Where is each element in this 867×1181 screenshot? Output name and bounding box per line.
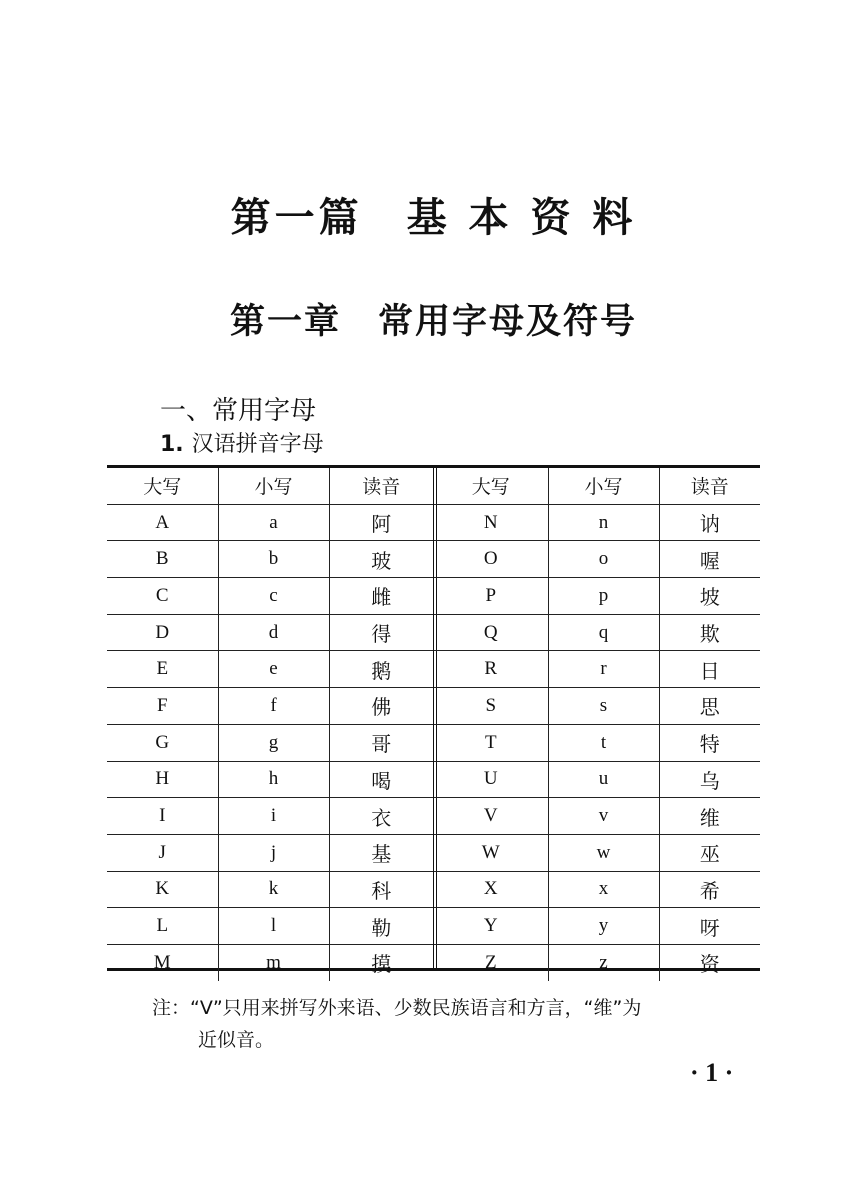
lowercase-letter: l [218, 908, 329, 945]
lowercase-letter: y [548, 908, 659, 945]
lowercase-letter: e [218, 651, 329, 688]
uppercase-letter: T [434, 724, 548, 761]
table-row [434, 724, 760, 761]
uppercase-letter: I [107, 798, 218, 835]
table-row [107, 724, 433, 761]
table-row [107, 761, 433, 798]
lowercase-letter: i [218, 798, 329, 835]
table-note [152, 992, 762, 1056]
lowercase-letter: h [218, 761, 329, 798]
header-lowercase: 小写 [548, 468, 659, 504]
table-right-half [434, 468, 760, 981]
uppercase-letter: L [107, 908, 218, 945]
reading-character: 资 [659, 944, 760, 980]
table-row [434, 614, 760, 651]
table-row [434, 944, 760, 980]
table-header-row [434, 468, 760, 504]
lowercase-letter: z [548, 944, 659, 980]
lowercase-letter: o [548, 541, 659, 578]
reading-character: 得 [329, 614, 433, 651]
uppercase-letter: V [434, 798, 548, 835]
lowercase-letter: w [548, 834, 659, 871]
table-row [107, 614, 433, 651]
reading-character: 玻 [329, 541, 433, 578]
reading-character: 喔 [659, 541, 760, 578]
table-row [434, 798, 760, 835]
uppercase-letter: Q [434, 614, 548, 651]
table-row [107, 944, 433, 980]
part-title: 第一篇 基 本 资 料 [230, 195, 637, 241]
header-uppercase: 大写 [434, 468, 548, 504]
table-row [434, 834, 760, 871]
table-row [434, 504, 760, 541]
pinyin-alphabet-table [107, 465, 760, 977]
lowercase-letter: f [218, 688, 329, 725]
section-title: 一、常用字母 [160, 396, 317, 426]
reading-character: 希 [659, 871, 760, 908]
uppercase-letter: P [434, 578, 548, 615]
table-row [107, 798, 433, 835]
lowercase-letter: k [218, 871, 329, 908]
table-row [434, 651, 760, 688]
reading-character: 日 [659, 651, 760, 688]
uppercase-letter: X [434, 871, 548, 908]
chapter-title: 第一章 常用字母及符号 [229, 301, 637, 342]
uppercase-letter: U [434, 761, 548, 798]
reading-character: 鹅 [329, 651, 433, 688]
lowercase-letter: q [548, 614, 659, 651]
reading-character: 衣 [329, 798, 433, 835]
table-row [107, 688, 433, 725]
reading-character: 欺 [659, 614, 760, 651]
table-header-row [107, 468, 433, 504]
uppercase-letter: K [107, 871, 218, 908]
lowercase-letter: b [218, 541, 329, 578]
table-row [107, 908, 433, 945]
lowercase-letter: t [548, 724, 659, 761]
uppercase-letter: Z [484, 951, 497, 973]
lowercase-letter: x [548, 871, 659, 908]
uppercase-letter: H [107, 761, 218, 798]
lowercase-letter: p [548, 578, 659, 615]
uppercase-letter: M [153, 951, 171, 973]
uppercase-letter: S [434, 688, 548, 725]
lowercase-letter: r [548, 651, 659, 688]
table-row [434, 688, 760, 725]
reading-character: 维 [659, 798, 760, 835]
reading-character: 勒 [329, 908, 433, 945]
uppercase-letter: W [434, 834, 548, 871]
reading-character: 科 [329, 871, 433, 908]
reading-character: 呀 [659, 908, 760, 945]
uppercase-letter: Y [434, 908, 548, 945]
table-left-half [107, 468, 433, 981]
table-row [107, 578, 433, 615]
reading-character: 哥 [329, 724, 433, 761]
table-row [107, 834, 433, 871]
lowercase-letter: d [218, 614, 329, 651]
reading-character: 佛 [329, 688, 433, 725]
subsection-text: 汉语拼音字母 [191, 432, 324, 457]
lowercase-letter: u [548, 761, 659, 798]
reading-character: 摸 [329, 944, 433, 980]
note-line-2: 近似音。 [198, 1029, 275, 1051]
uppercase-letter: D [107, 614, 218, 651]
uppercase-letter: E [107, 651, 218, 688]
table-left-body [107, 504, 433, 980]
reading-character: 雌 [329, 578, 433, 615]
table-row [434, 871, 760, 908]
reading-character: 阿 [329, 504, 433, 541]
uppercase-letter: J [107, 834, 218, 871]
reading-character: 坡 [659, 578, 760, 615]
uppercase-letter: B [107, 541, 218, 578]
header-uppercase: 大写 [107, 468, 218, 504]
lowercase-letter: n [548, 504, 659, 541]
header-reading: 读音 [659, 468, 760, 504]
page-number: · 1 · [690, 1058, 734, 1087]
table-row [107, 651, 433, 688]
uppercase-letter: G [107, 724, 218, 761]
lowercase-letter: s [548, 688, 659, 725]
reading-character: 基 [329, 834, 433, 871]
table-row [434, 541, 760, 578]
reading-character: 巫 [659, 834, 760, 871]
lowercase-letter: v [548, 798, 659, 835]
lowercase-letter: c [218, 578, 329, 615]
subsection-number: 1. [160, 432, 184, 457]
lowercase-letter: m [218, 944, 329, 980]
table-row [434, 908, 760, 945]
table-row [434, 761, 760, 798]
header-lowercase: 小写 [218, 468, 329, 504]
header-reading: 读音 [329, 468, 433, 504]
reading-character: 喝 [329, 761, 433, 798]
uppercase-letter: N [434, 504, 548, 541]
subsection-title [160, 427, 324, 458]
lowercase-letter: a [218, 504, 329, 541]
note-line-1: 注：“V”只用来拼写外来语、少数民族语言和方言，“维”为 [152, 997, 642, 1019]
lowercase-letter: g [218, 724, 329, 761]
table-right-body [434, 504, 760, 980]
uppercase-letter: R [434, 651, 548, 688]
table-row [107, 504, 433, 541]
reading-character: 特 [659, 724, 760, 761]
uppercase-letter: F [107, 688, 218, 725]
reading-character: 讷 [659, 504, 760, 541]
reading-character: 思 [659, 688, 760, 725]
uppercase-letter: O [434, 541, 548, 578]
uppercase-letter: C [107, 578, 218, 615]
lowercase-letter: j [218, 834, 329, 871]
table-row [107, 871, 433, 908]
reading-character: 乌 [659, 761, 760, 798]
table-row [434, 578, 760, 615]
table-row [107, 541, 433, 578]
uppercase-letter: A [107, 504, 218, 541]
